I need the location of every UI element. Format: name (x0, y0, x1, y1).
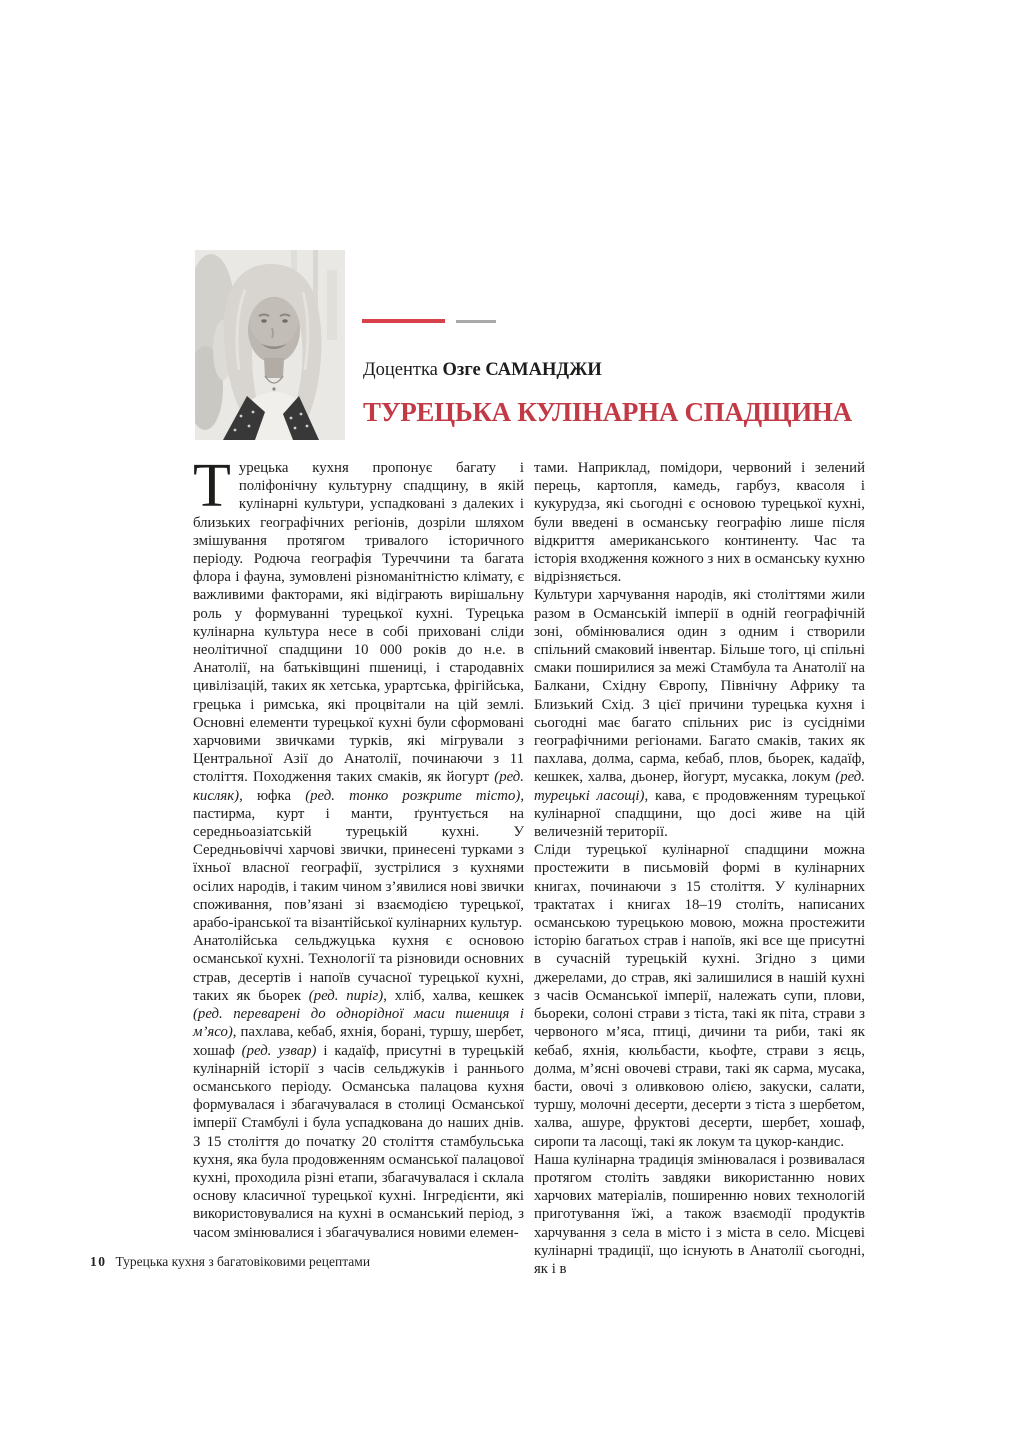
page-footer (90, 1253, 370, 1270)
footer-book-title: Турецька кухня з багатовіковими рецептами (115, 1254, 371, 1269)
paragraph: Наша кулінарна традиція змінювалася і розвивалася протягом століть завдяки використанню нових харчових матеріалів, поширенню нових технологій приготування їжі, а також взаємодії продуктів харчування з села в місто і з міста в село. Місцеві кулінарні традиції, що існують в Анатолії сьогодні, як і в (534, 1151, 865, 1277)
byline (363, 359, 602, 381)
gray-rule (456, 320, 496, 323)
byline-prefix: Доцентка (363, 360, 443, 380)
author-name: Озге САМАНДЖИ (442, 360, 602, 380)
paragraph: Анатолійська сельджуцька кухня є основою османської кухні. Технології та різновиди основних страв, десертів і напоїв сучасної турецької кухні, таких як бьорек (ред. пиріг), хліб, халва, кешкек (ред. переварені до однорідної маси пшениця і м’ясо), пахлава, кебаб, яхнія, борані, туршу, шербет, хошаф (ред. узвар) і кадаїф, присутні в турецькій кулінарній історії з часів сельджуків і раннього османського періоду. Османська палацова кухня формувалася і збагачувалася в столиці Османської імперії Стамбулі і була успадкована до наших днів. З 15 століття до початку 20 століття стамбульська кухня, яка була продовженням османської палацової кухні, проходила різні етапи, збагачувалася і склала основу класичної турецької кухні. Інгредієнти, які використовувалися на кухні в османський період, з часом змінювалися і збагачувалися новими елемен- (193, 933, 524, 1241)
page-title: ТУРЕЦЬКА КУЛІНАРНА СПАДЩИНА (363, 397, 852, 427)
footer-page-number: 10 (90, 1254, 107, 1269)
article-column-left (193, 452, 525, 1242)
drop-cap: Т (193, 452, 231, 520)
paragraph: Культури харчування народів, які століттями жили разом в Османській імперії в одній географічній зоні, обмінювалися один з одним і створили спільний смаковий інвентар. Більше того, ці спільні смаки поширилися за межі Стамбула та Анатолії на Балкани, Східну Європу, Північну Африку та Близький Схід. З цієї причини турецька кухня і сьогодні має багато спільних рис із сусідніми географічними регіонами. Багато смаків, таких як пахлава, долма, сарма, кебаб, плов, бьорек, кадаїф, кешкек, халва, дьонер, йогурт, мусакка, локум (ред. турецькі ласощі), кава, є продовженням турецької кулінарної спадщини, що досі живе на цій величезній території. (534, 587, 866, 841)
author-photo (195, 250, 345, 440)
paragraph: тами. Наприклад, помідори, червоний і зелений перець, картопля, камедь, гарбуз, квасоля і кукурудза, які сьогодні є основою турецької кухні, були введені в османську географію лише після відкриття американського континенту. Час та історія входження кожного з них в османську кухню відрізняється. (534, 460, 865, 586)
paragraph: Турецька кухня пропонує багату і поліфонічну культурну спадщину, в якій кулінарні культури, успадковані з далеких і близьких географічних регіонів, дозріли шляхом змішування протягом тривалого історичного періоду. Родюча географія Туреччини та багата флора і фауна, зумовлені різноманітністю клімату, є важливими факторами, які відіграють вирішальну роль у формуванні турецької кухні. Турецька кулінарна культура несе в собі приховані сліди неолітичної спадщини 10 000 років до н.е. в Анатолії, на батьківщині пшениці, і стародавніх цивілізацій, таких як хетська, урартська, фрігійська, грецька і римська, які процвітали на цій землі. Основні елементи турецької кухні були сформовані харчовими звичками турків, які мігрували з Центральної Азії до Анатолії, починаючи з 11 століття. Походження таких смаків, як йогурт (ред. кисляк), юфка (ред. тонко розкрите тісто), пастирма, курт і манти, ґрунтується на середньоазіатській турецькій кухні. У Середньовіччі харчові звички, принесені турками з їхньої власної географії, зустрілися з кухнями осілих народів, і таким чином з’явилися нові звички споживання, пов’язані зі взаємодією турецької, арабо-іранської та візантійської кулінарних культур. (193, 452, 525, 932)
paragraph: Сліди турецької кулінарної спадщини можна простежити в письмовій формі в кулінарних книгах, починаючи з 15 століття. У кулінарних трактатах і книгах 18–19 століть, написаних османською турецькою мовою, можна простежити історію багатьох страв і напоїв, які все ще присутні в сучасній турецькій кухні. Згідно з цими джерелами, до страв, які залишилися в нашій кухні з часів Османської імперії, належать супи, плови, бьореки, солоні страви з тіста, такі як піта, страви з червоного м’яса, птиці, дичини та риби, такі як кебаб, яхнія, кюльбасти, кьофте, страви з яєць, долма, м’ясні овочеві страви, такі як сарма, мусака, басти, овочі з оливковою олією, закуски, салати, туршу, молочні десерти, десерти з тіста з шербетом, халва, ашуре, фруктові десерти, шербет, хошаф, сиропи та ласощі, такі як локум та цукор-кандис. (534, 842, 865, 1150)
article-column-right (534, 459, 865, 1278)
red-rule (362, 319, 445, 323)
author-portrait-image (195, 250, 345, 440)
